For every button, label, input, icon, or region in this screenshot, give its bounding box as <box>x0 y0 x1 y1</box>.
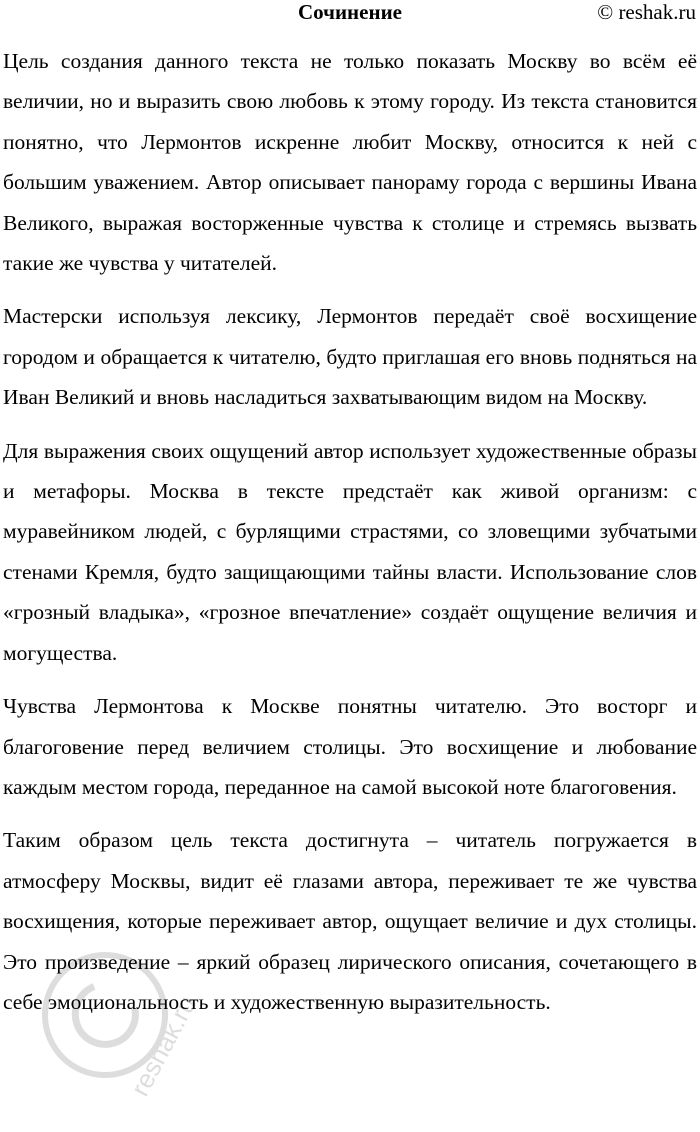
essay-body <box>3 41 697 1035</box>
page-title: Сочинение <box>297 0 402 24</box>
watermark-text: reshak.ru <box>124 991 202 1101</box>
paragraph-2: Мастерски используя лексику, Лермонтов передаёт своё восхищение городом и обращается к читателю, будто приглашая его вновь подняться на Иван Великий и вновь насладиться захватывающим видом на Москву. <box>3 304 697 410</box>
paragraph-5: Таким образом цель текста достигнута – читатель погружается в атмосферу Москвы, видит её глазами автора, переживает те же чувства восхищения, которые переживает автор, ощущает величие и дух столицы. Это произведение – яркий образец лирического описания, сочетающего в себе эмоциональность и художественную выразительность. <box>3 828 697 1014</box>
paragraph-3: Для выражения своих ощущений автор использует художественные образы и метафоры. Москва в тексте предстаёт как живой организм: с муравейником людей, с бурлящими страстями, со зловещими зубчатыми стенами Кремля, будто защищающими тайны власти. Использование слов «грозный владыка», «грозное впечатление» создаёт ощущение величия и могущества. <box>3 438 697 665</box>
copyright-label: © reshak.ru <box>597 0 696 24</box>
paragraph-4: Чувства Лермонтова к Москве понятны читателю. Это восторг и благоговение перед величием столицы. Это восхищение и любование каждым местом города, переданное на самой высокой ноте благоговения. <box>3 694 697 799</box>
page-header <box>0 0 700 26</box>
paragraph-1: Цель создания данного текста не только показать Москву во всём её величии, но и выразить свою любовь к этому городу. Из текста становится понятно, что Лермонтов искренне любит Москву, относится к ней с большим уважением. Автор описывает панораму города с вершины Ивана Великого, выражая восторженные чувства к столице и стремясь вызвать такие же чувства у читателей. <box>3 49 697 276</box>
